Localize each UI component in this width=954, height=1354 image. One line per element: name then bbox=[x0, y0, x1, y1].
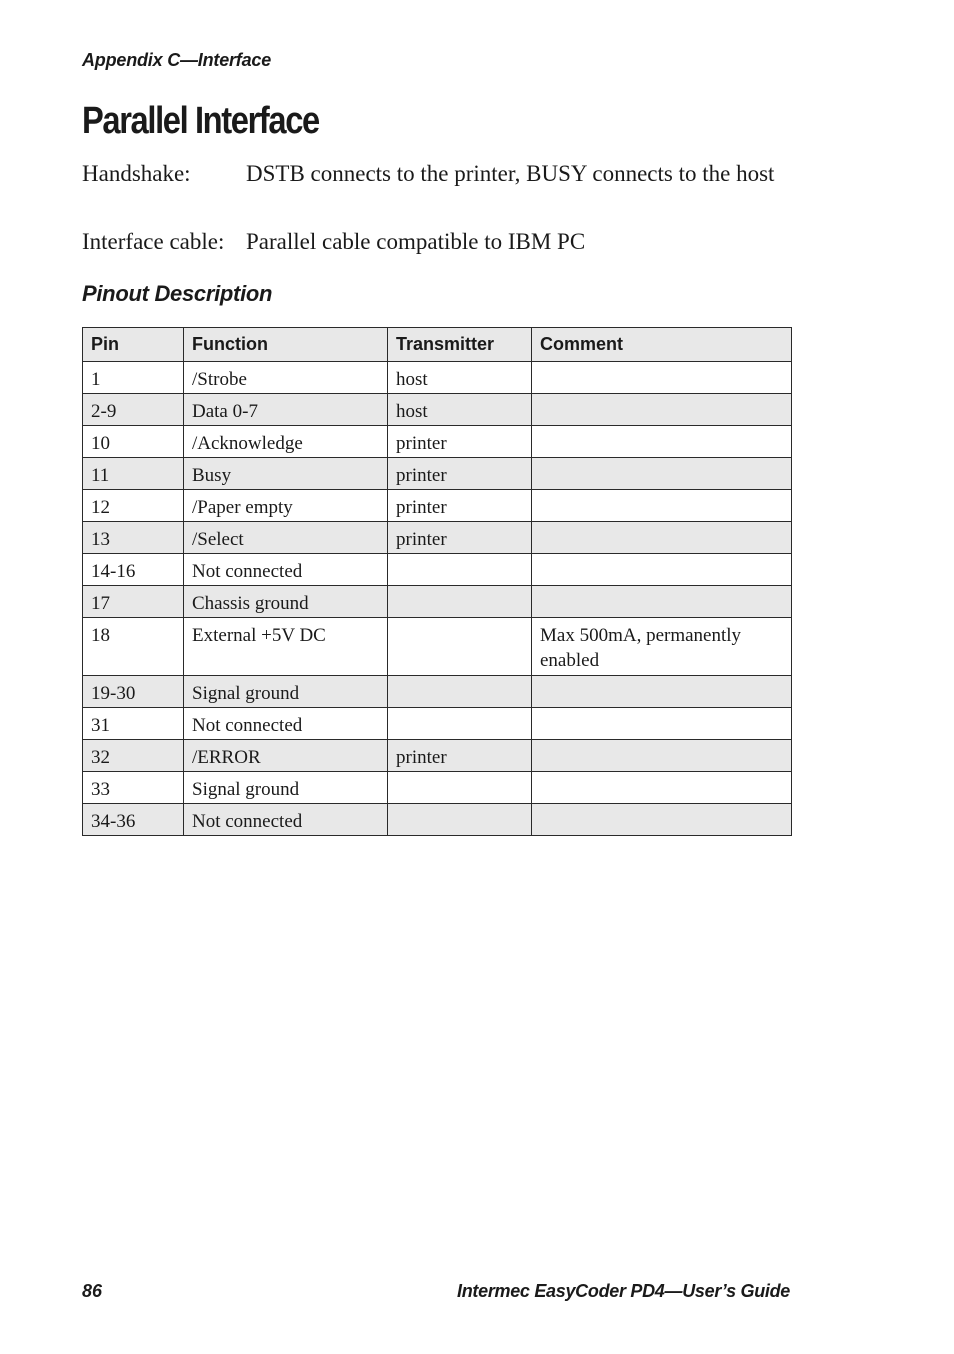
running-head: Appendix C—Interface bbox=[82, 50, 272, 70]
spec-desc: DSTB connects to the printer, BUSY connects to the host bbox=[246, 161, 775, 186]
cell-pin: 1 bbox=[83, 362, 184, 394]
cell-function: /Acknowledge bbox=[184, 426, 388, 458]
cell-comment bbox=[532, 708, 792, 740]
cell-pin: 17 bbox=[83, 586, 184, 618]
cell-transmitter bbox=[388, 772, 532, 804]
table-row bbox=[83, 618, 792, 676]
cell-comment bbox=[532, 490, 792, 522]
cell-function: Not connected bbox=[184, 804, 388, 836]
cell-pin: 2-9 bbox=[83, 394, 184, 426]
cell-function: Signal ground bbox=[184, 676, 388, 708]
table-row bbox=[83, 676, 792, 708]
cell-function: /Select bbox=[184, 522, 388, 554]
cell-pin: 10 bbox=[83, 426, 184, 458]
table-row bbox=[83, 458, 792, 490]
page-number: 86 bbox=[82, 1281, 103, 1301]
table-row bbox=[83, 708, 792, 740]
cell-pin: 32 bbox=[83, 740, 184, 772]
cell-comment bbox=[532, 554, 792, 586]
table-row bbox=[83, 490, 792, 522]
cell-transmitter: printer bbox=[388, 740, 532, 772]
cell-comment: Max 500mA, permanently enabled bbox=[532, 618, 792, 676]
cell-function: Signal ground bbox=[184, 772, 388, 804]
cell-function: Not connected bbox=[184, 708, 388, 740]
cell-pin: 12 bbox=[83, 490, 184, 522]
cell-function: Chassis ground bbox=[184, 586, 388, 618]
column-header-pin: Pin bbox=[83, 328, 184, 362]
cell-comment bbox=[532, 740, 792, 772]
cell-transmitter bbox=[388, 804, 532, 836]
spec-desc: Parallel cable compatible to IBM PC bbox=[246, 229, 586, 254]
cell-transmitter bbox=[388, 554, 532, 586]
pinout-table bbox=[82, 327, 792, 836]
table-row bbox=[83, 426, 792, 458]
guide-title: Intermec EasyCoder PD4—User’s Guide bbox=[457, 1281, 790, 1301]
cell-transmitter: printer bbox=[388, 458, 532, 490]
cell-comment bbox=[532, 426, 792, 458]
cell-comment bbox=[532, 522, 792, 554]
cell-comment bbox=[532, 676, 792, 708]
cell-pin: 19-30 bbox=[83, 676, 184, 708]
table-row bbox=[83, 362, 792, 394]
cell-pin: 34-36 bbox=[83, 804, 184, 836]
table-row bbox=[83, 804, 792, 836]
column-header-function: Function bbox=[184, 328, 388, 362]
cell-transmitter: printer bbox=[388, 522, 532, 554]
cell-function: /Paper empty bbox=[184, 490, 388, 522]
cell-function: Busy bbox=[184, 458, 388, 490]
table-row bbox=[83, 554, 792, 586]
cell-comment bbox=[532, 394, 792, 426]
cell-comment bbox=[532, 804, 792, 836]
table-row bbox=[83, 394, 792, 426]
spec-handshake bbox=[82, 160, 782, 220]
cell-comment bbox=[532, 772, 792, 804]
table-row bbox=[83, 740, 792, 772]
table-row bbox=[83, 772, 792, 804]
spec-term: Interface cable: bbox=[82, 229, 225, 254]
column-header-transmitter: Transmitter bbox=[388, 328, 532, 362]
cell-pin: 13 bbox=[83, 522, 184, 554]
column-header-comment: Comment bbox=[532, 328, 792, 362]
cell-transmitter bbox=[388, 586, 532, 618]
cell-function: External +5V DC bbox=[184, 618, 388, 676]
table-row bbox=[83, 522, 792, 554]
table-row bbox=[83, 586, 792, 618]
cell-pin: 18 bbox=[83, 618, 184, 676]
cell-transmitter bbox=[388, 676, 532, 708]
cell-comment bbox=[532, 362, 792, 394]
cell-transmitter bbox=[388, 708, 532, 740]
cell-transmitter bbox=[388, 618, 532, 676]
cell-function: /Strobe bbox=[184, 362, 388, 394]
cell-pin: 14-16 bbox=[83, 554, 184, 586]
cell-transmitter: host bbox=[388, 362, 532, 394]
cell-transmitter: printer bbox=[388, 426, 532, 458]
page-title: Parallel Interface bbox=[82, 100, 319, 142]
cell-transmitter: printer bbox=[388, 490, 532, 522]
cell-function: /ERROR bbox=[184, 740, 388, 772]
cell-function: Not connected bbox=[184, 554, 388, 586]
cell-transmitter: host bbox=[388, 394, 532, 426]
cell-comment bbox=[532, 458, 792, 490]
cell-comment bbox=[532, 586, 792, 618]
spec-interface-cable bbox=[82, 228, 782, 258]
section-heading: Pinout Description bbox=[82, 281, 273, 306]
cell-pin: 33 bbox=[83, 772, 184, 804]
cell-pin: 11 bbox=[83, 458, 184, 490]
table-header-row bbox=[83, 328, 792, 362]
cell-function: Data 0-7 bbox=[184, 394, 388, 426]
spec-term: Handshake: bbox=[82, 161, 191, 186]
cell-pin: 31 bbox=[83, 708, 184, 740]
